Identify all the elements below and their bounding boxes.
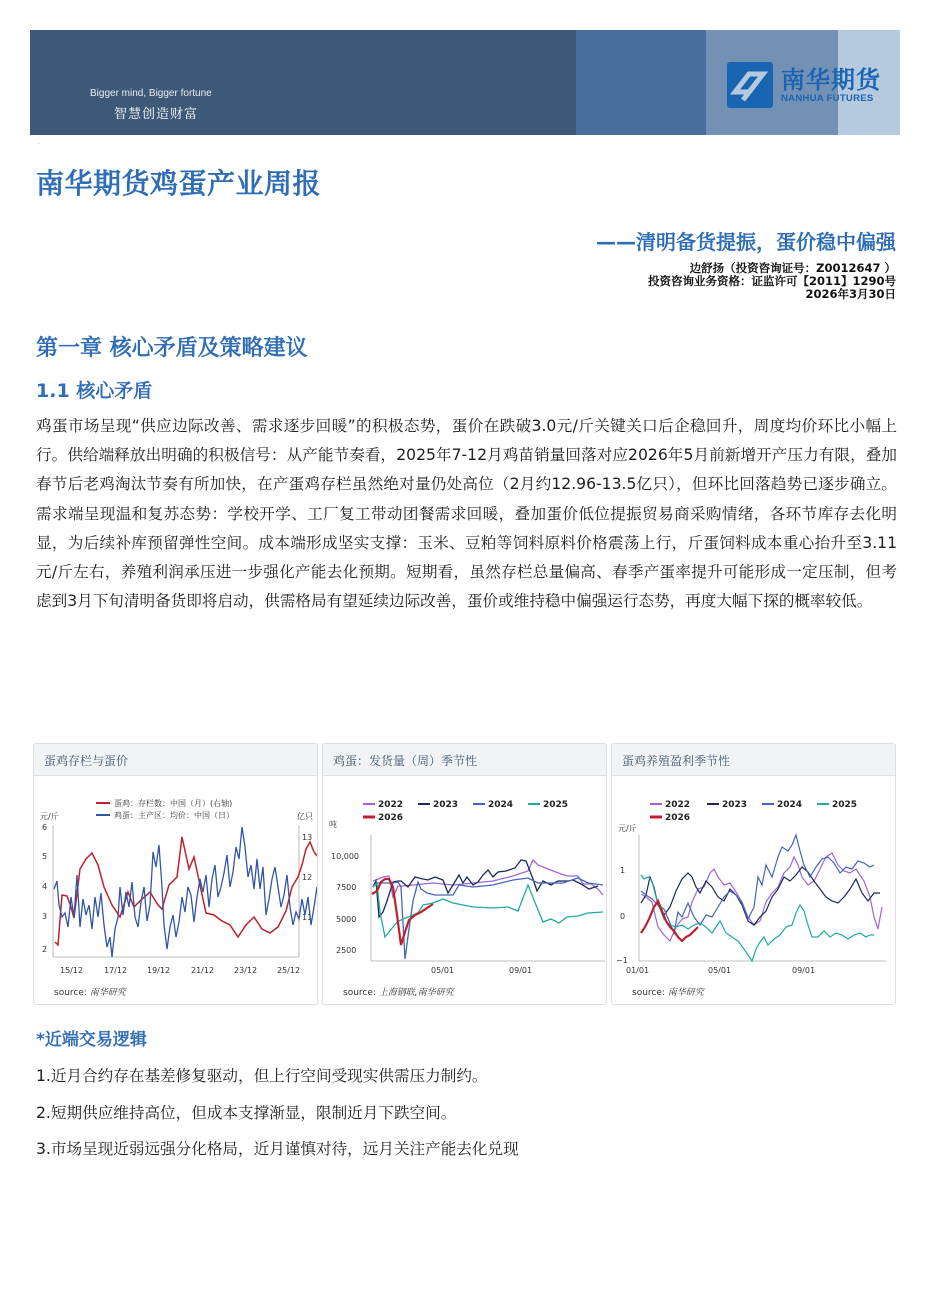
report-subtitle: ——清明备货提振，蛋价稳中偏强 — [596, 230, 896, 254]
chart-source: source: 南华研究 — [54, 988, 126, 998]
svg-text:19/12: 19/12 — [147, 966, 171, 975]
svg-text:10,000: 10,000 — [331, 852, 359, 861]
svg-text:23/12: 23/12 — [234, 966, 258, 975]
svg-text:2022: 2022 — [665, 800, 691, 810]
svg-text:5000: 5000 — [336, 915, 357, 924]
svg-text:鸡蛋：主产区：均价：中国（日）: 鸡蛋：主产区：均价：中国（日） — [114, 811, 234, 820]
svg-text:15/12: 15/12 — [60, 966, 84, 975]
decor-dot: · — [38, 141, 40, 148]
report-date: 2026年3月30日 — [805, 287, 896, 301]
svg-text:5: 5 — [42, 852, 48, 861]
chart-inventory-price — [34, 777, 318, 977]
logic-list — [36, 1058, 519, 1168]
svg-text:吨: 吨 — [329, 820, 337, 829]
svg-text:25/12: 25/12 — [277, 966, 301, 975]
chart-panel-inventory-price — [33, 743, 318, 1005]
chart-row — [33, 743, 896, 1005]
banner-main — [30, 30, 576, 135]
svg-text:05/01: 05/01 — [431, 966, 455, 975]
chart-shipment-seasonality — [323, 777, 607, 977]
chart-title: 鸡蛋：发货量（周）季节性 — [323, 744, 606, 776]
svg-text:2024: 2024 — [777, 800, 803, 810]
report-title: 南华期货鸡蛋产业周报 — [36, 167, 322, 200]
svg-text:0: 0 — [620, 912, 626, 921]
section-title: 1.1 核心矛盾 — [36, 380, 153, 402]
chart-source: source: 南华研究 — [632, 988, 704, 998]
svg-text:7500: 7500 — [336, 883, 357, 892]
author: 边舒扬（投资咨询证号：Z0012647 ） — [689, 261, 896, 275]
svg-text:2022: 2022 — [378, 800, 404, 810]
chart-title: 蛋鸡养殖盈利季节性 — [612, 744, 895, 776]
logic-item: 2.短期供应维持高位，但成本支撑渐显，限制近月下跌空间。 — [36, 1103, 457, 1122]
report-meta — [648, 262, 896, 301]
logo-cn: 南华期货 — [781, 65, 881, 94]
company-logo — [727, 62, 881, 108]
svg-text:元/斤: 元/斤 — [40, 812, 59, 821]
chart-profit-seasonality — [612, 777, 896, 977]
svg-text:4: 4 — [42, 882, 48, 891]
svg-text:6: 6 — [42, 823, 48, 832]
chapter-title: 第一章 核心矛盾及策略建议 — [36, 336, 308, 361]
logic-item: 3.市场呈现近弱远强分化格局，近月谨慎对待，远月关注产能去化兑现 — [36, 1140, 519, 1158]
svg-text:09/01: 09/01 — [509, 966, 533, 975]
svg-text:蛋鸡：存栏数：中国（月）(右轴): 蛋鸡：存栏数：中国（月）(右轴) — [114, 799, 233, 808]
svg-text:05/01: 05/01 — [708, 966, 732, 975]
svg-text:2023: 2023 — [722, 800, 748, 810]
svg-text:2: 2 — [42, 945, 48, 954]
logo-en: NANHUA FUTURES — [781, 92, 874, 104]
slogan-en: Bigger mind, Bigger fortune — [90, 88, 212, 99]
svg-text:09/01: 09/01 — [792, 966, 816, 975]
svg-text:2025: 2025 — [543, 800, 569, 810]
svg-text:亿只: 亿只 — [297, 812, 313, 821]
svg-text:2024: 2024 — [488, 800, 514, 810]
chart-panel-shipment-seasonality — [322, 743, 607, 1005]
svg-text:01/01: 01/01 — [626, 966, 650, 975]
svg-text:−1: −1 — [616, 956, 628, 965]
svg-text:2500: 2500 — [336, 946, 357, 955]
svg-text:21/12: 21/12 — [191, 966, 215, 975]
svg-text:3: 3 — [42, 912, 48, 921]
svg-text:2026: 2026 — [378, 813, 404, 823]
qualification: 投资咨询业务资格：证监许可【2011】1290号 — [647, 274, 896, 288]
svg-text:2023: 2023 — [433, 800, 459, 810]
logic-item: 1.近月合约存在基差修复驱动，但上行空间受现实供需压力制约。 — [36, 1067, 488, 1085]
chart-title: 蛋鸡存栏与蛋价 — [34, 744, 317, 776]
svg-text:2026: 2026 — [665, 813, 691, 823]
svg-text:17/12: 17/12 — [104, 966, 128, 975]
banner-block-2 — [576, 30, 706, 135]
svg-text:2025: 2025 — [832, 800, 858, 810]
slogan-cn: 智慧创造财富 — [114, 107, 199, 122]
svg-text:13: 13 — [302, 833, 313, 842]
logo-mark-icon — [727, 62, 773, 108]
chart-panel-profit-seasonality — [611, 743, 896, 1005]
svg-text:11: 11 — [302, 913, 313, 922]
svg-text:元/斤: 元/斤 — [618, 824, 637, 833]
logic-title: *近端交易逻辑 — [36, 1030, 147, 1050]
svg-text:1: 1 — [620, 866, 626, 875]
svg-text:12: 12 — [302, 873, 313, 882]
core-paragraph: 鸡蛋市场呈现“供应边际改善、需求逐步回暖”的积极态势，蛋价在跌破3.0元/斤关键关口后企稳回升，周度均价环比小幅上行。供给端释放出明确的积极信号：从产能节奏看，2025年7-12月鸡苗销量回落对应2026年5月前新增开产压力有限，叠加春节后老鸡淘汰节奏有所加快，在产蛋鸡存栏虽然绝对量仍处高位（2月约12.96-13.5亿只），但环比回落趋势已逐步确立。需求端呈现温和复苏态势：学校开学、工厂复工带动团餐需求回暖，叠加蛋价低位提振贸易商采购情绪，各环节库存去化明显，为后续补库预留弹性空间。成本端形成坚实支撑：玉米、豆粕等饲料原料价格震荡上行，斤蛋饲料成本重心抬升至3.11元/斤左右，养殖利润承压进一步强化产能去化预期。短期看，虽然存栏总量偏高、春季产蛋率提升可能形成一定压制，但考虑到3月下旬清明备货即将启动，供需格局有望延续边际改善，蛋价或维持稳中偏强运行态势，再度大幅下探的概率较低。 — [36, 417, 897, 611]
chart-source: source: 上海钢联,南华研究 — [343, 988, 454, 998]
